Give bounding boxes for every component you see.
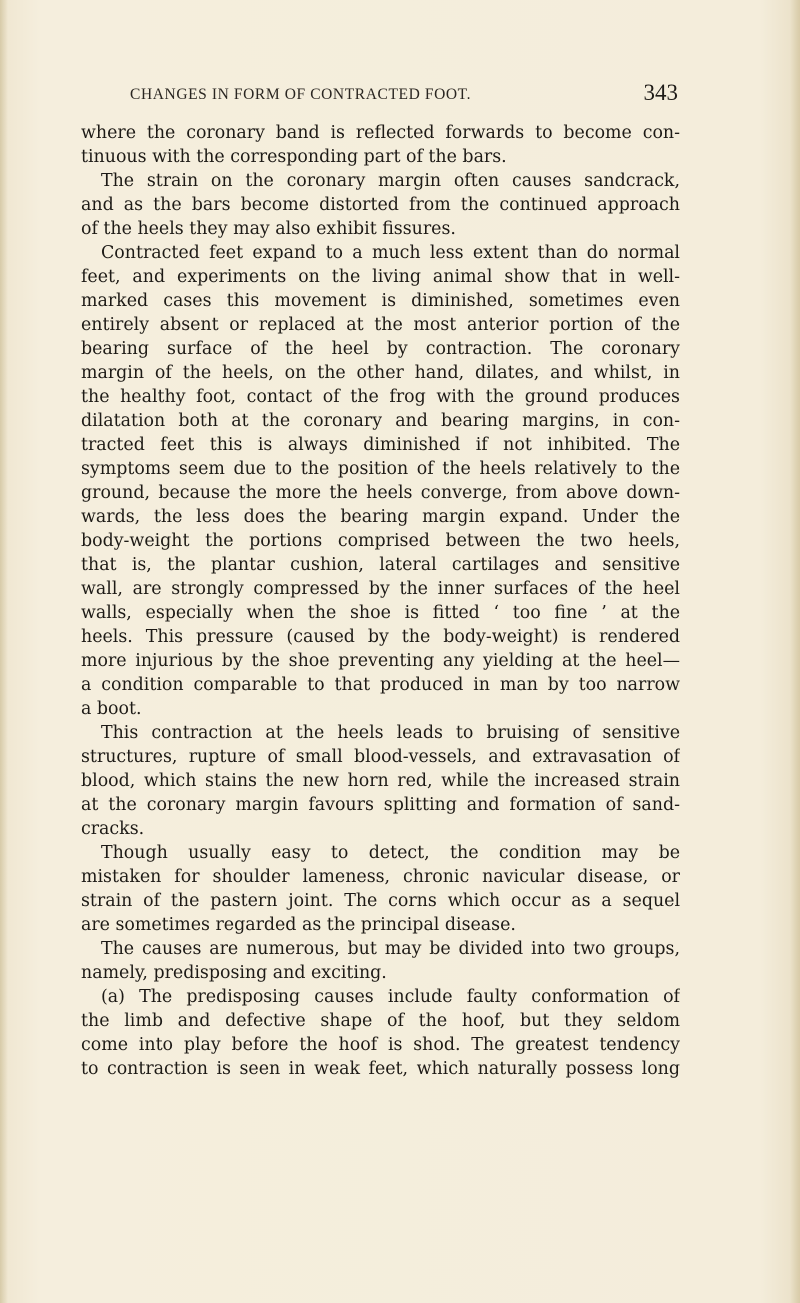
text-line: entirely absent or replaced at the most anterior portion of the (81, 315, 680, 335)
text-line: This contraction at the heels leads to bruising of sensitive (101, 723, 680, 743)
body-text (81, 121, 680, 1081)
text-line: wall, are strongly compressed by the inner surfaces of the heel (81, 579, 680, 599)
text-line: Though usually easy to detect, the condition may be (101, 843, 680, 863)
text-line: ground, because the more the heels converge, from above down- (81, 483, 680, 503)
page-left-edge (0, 0, 8, 1303)
text-line: body-weight the portions comprised between the two heels, (81, 531, 680, 551)
text-line: namely, predisposing and exciting. (81, 963, 387, 983)
text-line: come into play before the hoof is shod. The greatest tendency (81, 1035, 680, 1055)
text-line: wards, the less does the bearing margin expand. Under the (81, 507, 680, 527)
text-line: tracted feet this is always diminished if not inhibited. The (81, 435, 680, 455)
text-line: structures, rupture of small blood-vessels, and extravasation of (81, 747, 680, 767)
text-line: more injurious by the shoe preventing any yielding at the heel— (81, 651, 680, 671)
text-line: margin of the heels, on the other hand, dilates, and whilst, in (81, 363, 680, 383)
text-line: a condition comparable to that produced in man by too narrow (81, 675, 680, 695)
text-line: dilatation both at the coronary and bearing margins, in con- (81, 411, 680, 431)
page-right-edge (790, 0, 800, 1303)
text-line: heels. This pressure (caused by the body-weight) is rendered (81, 627, 680, 647)
text-line: and as the bars become distorted from the continued approach (81, 195, 680, 215)
text-line: are sometimes regarded as the principal disease. (81, 915, 516, 935)
text-line: that is, the plantar cushion, lateral cartilages and sensitive (81, 555, 680, 575)
text-line: strain of the pastern joint. The corns which occur as a sequel (81, 891, 680, 911)
text-line: blood, which stains the new horn red, while the increased strain (81, 771, 680, 791)
text-line: symptoms seem due to the position of the heels relatively to the (81, 459, 680, 479)
text-line: a boot. (81, 699, 142, 719)
text-line: walls, especially when the shoe is fitted ‘ too fine ’ at the (81, 603, 680, 623)
text-line: feet, and experiments on the living animal show that in well- (81, 267, 680, 287)
text-line: bearing surface of the heel by contraction. The coronary (81, 339, 680, 359)
text-line: The strain on the coronary margin often causes sandcrack, (101, 171, 680, 191)
page-number: 343 (643, 80, 678, 105)
text-line: the healthy foot, contact of the frog with the ground produces (81, 387, 680, 407)
text-line: of the heels they may also exhibit fissures. (81, 219, 456, 239)
text-line: to contraction is seen in weak feet, which naturally possess long (81, 1059, 680, 1079)
text-line: where the coronary band is reflected forwards to become con- (81, 123, 680, 143)
text-line: at the coronary margin favours splitting and formation of sand- (81, 795, 680, 815)
text-line: tinuous with the corresponding part of the bars. (81, 147, 507, 167)
running-head: CHANGES IN FORM OF CONTRACTED FOOT. (130, 86, 472, 103)
text-line: mistaken for shoulder lameness, chronic navicular disease, or (81, 867, 680, 887)
text-line: the limb and defective shape of the hoof, but they seldom (81, 1011, 680, 1031)
text-line: Contracted feet expand to a much less extent than do normal (101, 243, 680, 263)
text-line: marked cases this movement is diminished, sometimes even (81, 291, 680, 311)
text-line: (a) The predisposing causes include faulty conformation of (101, 987, 680, 1007)
text-line: cracks. (81, 819, 145, 839)
text-line: The causes are numerous, but may be divided into two groups, (101, 939, 680, 959)
